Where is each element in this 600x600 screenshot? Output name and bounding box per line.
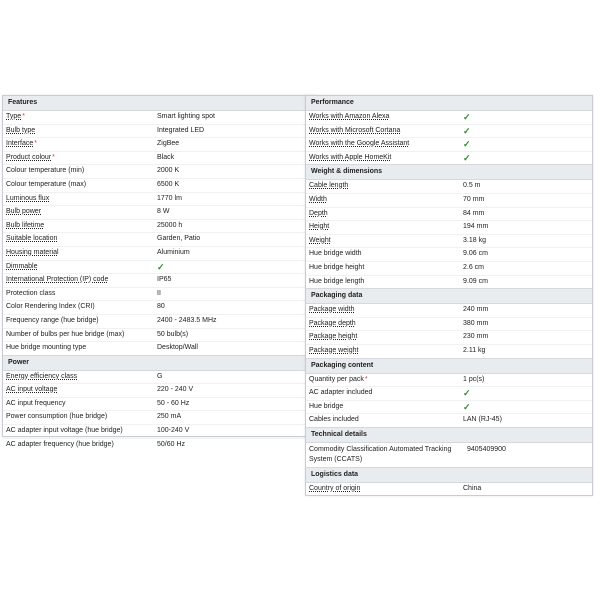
spec-value <box>153 152 315 165</box>
performance-spec-panel <box>305 95 593 496</box>
spec-row-cable-length <box>306 180 592 194</box>
spec-row-commodity-classification-automated-tracking-system-ccats <box>306 443 592 467</box>
spec-value <box>459 194 592 207</box>
spec-value <box>459 180 592 193</box>
spec-value <box>459 374 592 387</box>
spec-label <box>3 439 153 452</box>
spec-label <box>306 401 459 414</box>
spec-row-works-with-apple-homekit <box>306 152 592 165</box>
spec-label-text: AC input frequency <box>6 399 66 407</box>
spec-value <box>459 483 592 496</box>
spec-label-text[interactable]: AC input voltage <box>6 386 58 394</box>
spec-value <box>153 206 315 219</box>
spec-value-text: LAN (RJ-45) <box>463 416 502 424</box>
spec-value-text: 50 bulb(s) <box>157 330 189 338</box>
spec-row-country-of-origin <box>306 483 592 496</box>
spec-label-text[interactable]: Width <box>309 195 327 203</box>
spec-value <box>459 304 592 317</box>
spec-label-text[interactable]: Weight <box>309 236 331 244</box>
spec-row-hue-bridge-width <box>306 248 592 262</box>
spec-value-text: Black <box>157 153 175 161</box>
spec-label[interactable] <box>3 111 153 124</box>
spec-value <box>459 125 592 138</box>
spec-label-text: Number of bulbs per hue bridge (max) <box>6 330 125 338</box>
checkmark-icon: ✓ <box>463 152 471 163</box>
spec-label[interactable] <box>306 318 459 331</box>
spec-row-ac-input-voltage <box>3 384 315 398</box>
spec-label-text: Protection class <box>6 289 56 297</box>
spec-row-interface <box>3 138 315 152</box>
spec-row-works-with-the-google-assistant <box>306 138 592 152</box>
spec-row-frequency-range-hue-bridge <box>3 315 315 329</box>
spec-label <box>3 411 153 424</box>
spec-row-color-rendering-index-cri <box>3 301 315 315</box>
spec-label-text: Colour temperature (min) <box>6 167 85 175</box>
spec-label-text[interactable]: Package width <box>309 306 355 314</box>
spec-label <box>306 414 459 427</box>
spec-value <box>153 342 315 355</box>
spec-label-text: Commodity Classification Automated Tracking System (CCATS) <box>309 445 452 463</box>
spec-row-hue-bridge-height <box>306 262 592 276</box>
spec-value-text: 230 mm <box>463 333 489 341</box>
spec-label <box>3 288 153 301</box>
spec-value <box>153 193 315 206</box>
section-power <box>3 355 315 452</box>
spec-value <box>153 165 315 178</box>
spec-label-text: Quantity per pack <box>309 375 364 383</box>
spec-label-text[interactable]: Housing material <box>6 248 59 256</box>
spec-label[interactable] <box>3 206 153 219</box>
spec-value-text: 3.18 kg <box>463 236 486 244</box>
spec-value-text: 2.6 cm <box>463 263 485 271</box>
spec-value <box>459 387 592 400</box>
spec-label-text[interactable]: Luminous flux <box>6 194 50 202</box>
spec-label-text: Hue bridge width <box>309 250 362 258</box>
spec-value-text: Desktop/Wall <box>157 344 198 352</box>
spec-label[interactable] <box>3 247 153 260</box>
spec-label-text[interactable]: Package weight <box>309 346 359 354</box>
spec-label[interactable] <box>3 220 153 233</box>
spec-value-text: ZigBee <box>157 140 180 148</box>
spec-label[interactable] <box>3 274 153 287</box>
section-packaging-content <box>306 358 592 427</box>
spec-row-colour-temperature-min <box>3 165 315 179</box>
spec-label[interactable] <box>3 371 153 384</box>
section-header: Weight & dimensions <box>306 164 592 180</box>
spec-value-text: 1770 lm <box>157 194 182 202</box>
spec-label[interactable] <box>3 125 153 138</box>
spec-label[interactable] <box>306 331 459 344</box>
spec-label-text[interactable]: Cable length <box>309 182 349 190</box>
spec-value-text: 240 mm <box>463 306 489 314</box>
spec-label[interactable] <box>306 138 459 151</box>
spec-row-quantity-per-pack <box>306 374 592 388</box>
spec-value <box>459 262 592 275</box>
spec-label-text[interactable]: Energy efficiency class <box>6 372 78 380</box>
spec-label <box>3 165 153 178</box>
spec-value <box>153 384 315 397</box>
spec-label <box>306 276 459 289</box>
checkmark-icon: ✓ <box>157 261 165 272</box>
spec-label <box>306 443 463 467</box>
spec-value <box>153 247 315 260</box>
spec-label-text[interactable]: Works with Apple HomeKit <box>309 153 392 161</box>
spec-label[interactable] <box>306 125 459 138</box>
spec-label-text: Hue bridge mounting type <box>6 344 87 352</box>
spec-row-ac-adapter-included <box>306 387 592 401</box>
spec-row-weight <box>306 235 592 249</box>
spec-label[interactable] <box>306 304 459 317</box>
checkmark-icon: ✓ <box>463 125 471 136</box>
spec-label-text[interactable]: Bulb type <box>6 126 36 134</box>
spec-value-text: G <box>157 372 163 380</box>
spec-row-power-consumption-hue-bridge <box>3 411 315 425</box>
spec-value <box>153 233 315 246</box>
spec-label <box>3 315 153 328</box>
spec-row-width <box>306 194 592 208</box>
spec-label-text[interactable]: Package height <box>309 333 358 341</box>
spec-label-text[interactable]: Works with Amazon Alexa <box>309 113 390 120</box>
spec-value-text: 220 - 240 V <box>157 386 194 394</box>
section-header: Packaging data <box>306 288 592 304</box>
spec-label[interactable] <box>3 138 153 151</box>
section-header: Packaging content <box>306 358 592 374</box>
spec-row-cables-included <box>306 414 592 427</box>
spec-value <box>459 208 592 221</box>
spec-label[interactable] <box>306 194 459 207</box>
spec-value-text: IP65 <box>157 276 172 284</box>
spec-value-text: 1 pc(s) <box>463 375 485 383</box>
spec-row-depth <box>306 208 592 222</box>
spec-value <box>459 248 592 261</box>
required-marker: * <box>52 153 55 161</box>
spec-value-text: 2.11 kg <box>463 346 486 354</box>
spec-label-text[interactable]: Type <box>6 113 22 120</box>
spec-label[interactable] <box>3 152 153 165</box>
spec-row-ac-input-frequency <box>3 398 315 412</box>
spec-value <box>153 125 315 138</box>
spec-row-ac-adapter-frequency-hue-bridge <box>3 439 315 452</box>
spec-value <box>153 439 315 452</box>
checkmark-icon: ✓ <box>463 388 471 399</box>
required-marker: * <box>22 113 25 120</box>
spec-value-text: China <box>463 484 482 492</box>
section-header: Technical details <box>306 427 592 443</box>
spec-label[interactable] <box>306 483 459 496</box>
spec-value <box>459 235 592 248</box>
spec-label <box>3 398 153 411</box>
spec-row-package-depth <box>306 318 592 332</box>
section-performance <box>306 96 592 164</box>
checkmark-icon: ✓ <box>463 139 471 150</box>
spec-value <box>459 276 592 289</box>
spec-label <box>3 329 153 342</box>
spec-value <box>153 179 315 192</box>
spec-value-text: 9.09 cm <box>463 277 488 285</box>
spec-value-text: 70 mm <box>463 195 485 203</box>
spec-label[interactable] <box>3 233 153 246</box>
spec-value-text: Integrated LED <box>157 126 205 134</box>
spec-label-text: Hue bridge length <box>309 277 365 285</box>
spec-label <box>3 301 153 314</box>
spec-value <box>153 315 315 328</box>
spec-label[interactable] <box>306 345 459 358</box>
section-logistics-data <box>306 467 592 496</box>
section-header: Features <box>3 96 315 111</box>
spec-value <box>153 301 315 314</box>
spec-label-text[interactable]: Depth <box>309 209 328 217</box>
spec-label-text[interactable]: Works with the Google Assistant <box>309 140 410 148</box>
spec-value-text: 2000 K <box>157 167 180 175</box>
spec-row-number-of-bulbs-per-hue-bridge-max <box>3 329 315 343</box>
spec-value <box>153 371 315 384</box>
spec-row-colour-temperature-max <box>3 179 315 193</box>
spec-label[interactable] <box>306 180 459 193</box>
spec-value <box>459 221 592 234</box>
section-technical-details <box>306 427 592 467</box>
section-header: Performance <box>306 96 592 111</box>
spec-label <box>3 425 153 438</box>
spec-row-package-height <box>306 331 592 345</box>
spec-value-text: 250 mA <box>157 413 182 421</box>
spec-row-works-with-amazon-alexa <box>306 111 592 125</box>
spec-label[interactable] <box>3 384 153 397</box>
spec-label-text: Hue bridge height <box>309 263 365 271</box>
spec-label-text: Color Rendering Index (CRI) <box>6 303 95 311</box>
spec-label[interactable] <box>3 261 153 274</box>
spec-label[interactable] <box>306 152 459 165</box>
spec-label[interactable] <box>306 111 459 124</box>
spec-value-text: 50 - 60 Hz <box>157 399 190 407</box>
spec-label-text: Power consumption (hue bridge) <box>6 413 108 421</box>
spec-value-text: 380 mm <box>463 319 489 327</box>
spec-value-text: 100-240 V <box>157 427 190 435</box>
spec-label-text[interactable]: Bulb power <box>6 208 42 216</box>
spec-row-luminous-flux <box>3 193 315 207</box>
features-spec-panel <box>2 95 316 448</box>
spec-label-text: Frequency range (hue bridge) <box>6 316 99 324</box>
section-header: Power <box>3 355 315 371</box>
spec-value-text: 2400 - 2483.5 MHz <box>157 316 217 324</box>
spec-label-text: AC adapter included <box>309 389 373 397</box>
spec-label-text: AC adapter frequency (hue bridge) <box>6 440 114 448</box>
spec-label-text[interactable]: Bulb lifetime <box>6 221 45 229</box>
spec-value-text: 9.06 cm <box>463 250 488 258</box>
spec-row-package-weight <box>306 345 592 358</box>
spec-value <box>459 318 592 331</box>
spec-label-text[interactable]: Package depth <box>309 319 356 327</box>
spec-row-protection-class <box>3 288 315 302</box>
checkmark-icon: ✓ <box>463 401 471 412</box>
section-weight-dimensions <box>306 164 592 288</box>
spec-row-hue-bridge-mounting-type <box>3 342 315 355</box>
spec-value <box>153 220 315 233</box>
spec-row-package-width <box>306 304 592 318</box>
section-features <box>3 96 315 355</box>
spec-value <box>459 111 592 124</box>
spec-label[interactable] <box>306 208 459 221</box>
spec-value <box>153 274 315 287</box>
spec-label <box>3 342 153 355</box>
spec-value-text: 194 mm <box>463 223 489 231</box>
spec-row-works-with-microsoft-cortana <box>306 125 592 139</box>
spec-value <box>153 329 315 342</box>
spec-label <box>306 387 459 400</box>
spec-label[interactable] <box>3 193 153 206</box>
spec-label-text: Hue bridge <box>309 402 344 410</box>
spec-value-text: 80 <box>157 303 165 311</box>
spec-label-text[interactable]: Interface <box>6 140 34 148</box>
spec-value-text: 50/60 Hz <box>157 440 186 448</box>
spec-row-international-protection-ip-code <box>3 274 315 288</box>
spec-row-bulb-type <box>3 125 315 139</box>
spec-value <box>459 345 592 358</box>
spec-label-text: AC adapter input voltage (hue bridge) <box>6 427 123 435</box>
required-marker: * <box>364 375 368 383</box>
spec-value-text: Smart lighting spot <box>157 113 215 120</box>
spec-value-text: 84 mm <box>463 209 485 217</box>
spec-value <box>153 138 315 151</box>
checkmark-icon: ✓ <box>463 112 471 122</box>
spec-value <box>459 401 592 414</box>
spec-value <box>153 398 315 411</box>
spec-value-text: 9405409900 <box>467 445 506 453</box>
section-packaging-data <box>306 288 592 357</box>
spec-row-height <box>306 221 592 235</box>
spec-label-text[interactable]: International Protection (IP) code <box>6 276 109 284</box>
spec-value-text: 8 W <box>157 208 170 216</box>
spec-label-text[interactable]: Dimmable <box>6 262 38 270</box>
spec-value-text: II <box>157 289 161 297</box>
spec-value <box>459 138 592 151</box>
spec-row-ac-adapter-input-voltage-hue-bridge <box>3 425 315 439</box>
spec-row-dimmable <box>3 261 315 275</box>
spec-row-hue-bridge-length <box>306 276 592 289</box>
spec-label-text[interactable]: Suitable location <box>6 235 58 243</box>
spec-row-bulb-power <box>3 206 315 220</box>
spec-label <box>306 248 459 261</box>
spec-value-text: Aluminium <box>157 248 190 256</box>
required-marker: * <box>34 140 37 148</box>
spec-row-product-colour <box>3 152 315 166</box>
spec-value <box>463 443 592 467</box>
spec-label-text[interactable]: Works with Microsoft Cortana <box>309 126 401 134</box>
spec-row-housing-material <box>3 247 315 261</box>
spec-row-bulb-lifetime <box>3 220 315 234</box>
spec-value <box>459 152 592 165</box>
spec-value <box>153 411 315 424</box>
spec-label-text[interactable]: Product colour <box>6 153 52 161</box>
spec-value-text: Garden, Patio <box>157 235 201 243</box>
spec-row-hue-bridge <box>306 401 592 415</box>
spec-label <box>306 374 459 387</box>
section-header: Logistics data <box>306 467 592 483</box>
spec-value-text: 25000 h <box>157 221 183 229</box>
spec-value <box>153 288 315 301</box>
spec-value <box>153 425 315 438</box>
spec-value <box>459 331 592 344</box>
spec-label-text[interactable]: Country of origin <box>309 484 361 492</box>
spec-label-text: Cables included <box>309 416 359 424</box>
spec-label-text[interactable]: Height <box>309 223 330 231</box>
spec-value <box>153 261 315 274</box>
spec-label <box>306 262 459 275</box>
spec-row-suitable-location <box>3 233 315 247</box>
spec-value-text: 0.5 m <box>463 182 481 190</box>
spec-value <box>459 414 592 427</box>
spec-row-type <box>3 111 315 125</box>
spec-row-energy-efficiency-class <box>3 371 315 385</box>
spec-label[interactable] <box>306 221 459 234</box>
spec-label <box>3 179 153 192</box>
spec-label[interactable] <box>306 235 459 248</box>
spec-value-text: 6500 K <box>157 180 180 188</box>
spec-value <box>153 111 315 124</box>
spec-label-text: Colour temperature (max) <box>6 180 87 188</box>
